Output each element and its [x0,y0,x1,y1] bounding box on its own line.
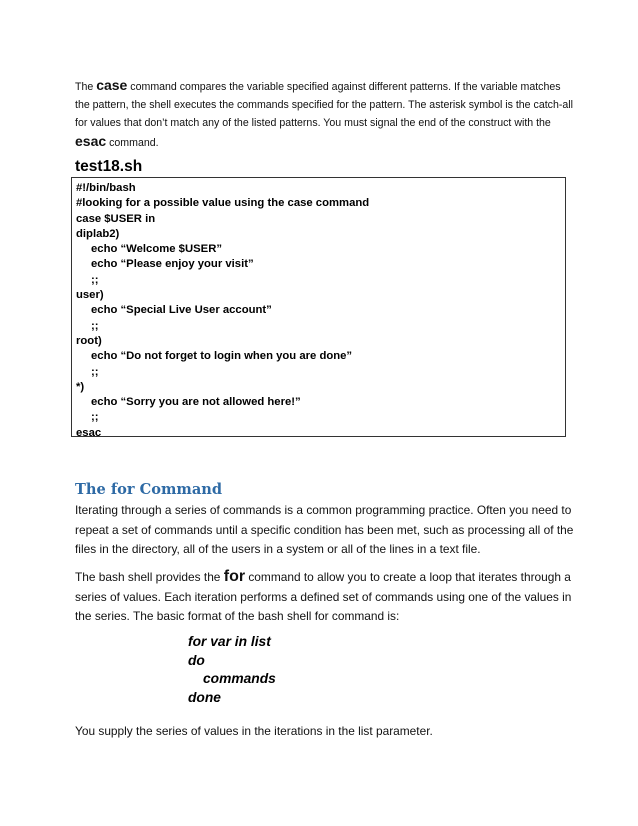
syntax-line: done [188,689,221,705]
for-command-heading: The for Command [75,481,223,498]
code-line: user) [76,289,104,302]
intro-text-3: command. [106,137,159,149]
code-line: esac [76,426,102,439]
code-line: echo “Please enjoy your visit” [91,258,254,271]
for-syntax-block [188,633,276,707]
case-keyword: case [96,77,128,93]
code-line: #looking for a possible value using the case command [76,197,370,210]
code-line: echo “Special Live User account” [91,304,272,317]
code-line: ;; [91,365,99,378]
para2-text-1: The bash shell provides the [75,570,224,584]
code-line: ;; [91,411,99,424]
code-line: ;; [91,319,99,332]
code-line: #!/bin/bash [76,182,136,194]
code-line: *) [76,380,85,393]
list-parameter-paragraph: You supply the series of values in the iterations in the list parameter. [75,724,433,738]
code-line: echo “Do not forget to login when you are done” [91,350,353,363]
syntax-line: commands [203,671,276,686]
code-line: echo “Sorry you are not allowed here!” [91,396,301,409]
code-line: root) [76,334,102,347]
case-intro-paragraph [75,76,575,152]
script-filename-title: test18.sh [75,158,143,175]
code-line: diplab2) [76,227,120,240]
code-line: ;; [91,273,99,286]
syntax-line: for var in list [188,634,271,649]
script-code-box [71,177,566,437]
intro-text-2: command compares the variable specified against different patterns. If the variable matches the pattern, the shell executes the commands specified for the pattern. The asterisk symbol is the catch-all for values that don’t match any of the listed patterns. You must signal the end of the construct with the [75,81,573,129]
code-line: case $USER in [76,212,156,225]
for-keyword: for [223,568,246,585]
code-line: echo “Welcome $USER” [91,243,223,256]
intro-text-1: The [75,81,97,93]
syntax-line: do [188,652,205,668]
for-intro-paragraph: Iterating through a series of commands is a common programming practice. Often you need to repeat a set of commands until a specific condition has been met, such as processing all of the files in the directory, all of the users in a system or all of the lines in a text file. [75,503,574,556]
esac-keyword: esac [75,133,107,149]
para2-text-2: command to allow you to create a loop that iterates through a series of values. Each iteration performs a defined set of commands using one of the values in the series. The basic format of the bash shell for command is: [75,570,572,623]
for-description-paragraph [75,567,575,627]
